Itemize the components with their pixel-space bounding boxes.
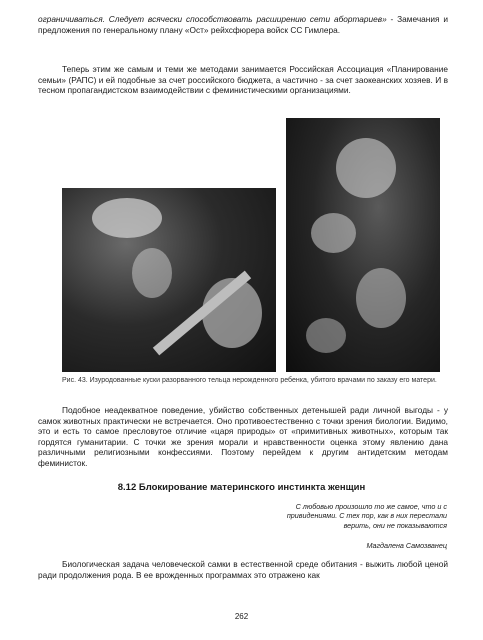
section-heading: 8.12 Блокирование материнского инстинкта женщин xyxy=(117,482,366,493)
paragraph-raps: Теперь этим же самым и теми же методами занимается Российская Ассоциация «Планирование семьи» (РАПС) и ей подобные за счет российского бюджета, а частично - за счет заокеанских хозяев. И в тесном пропагандистском взаимодействии с феминистическими организациями. xyxy=(38,64,448,96)
paragraph-quote-end xyxy=(38,14,448,35)
figure-photo-left xyxy=(62,188,276,372)
quote-source-text: - Замечания и предложения по генеральному плану «Ост» рейхсфюрера войск СС Гимлера. xyxy=(38,14,448,35)
page-number: 262 xyxy=(234,612,249,621)
paragraph-biological-task: Биологическая задача человеческой самки в естественной среде обитания - выжить любой ценой ради продолжения рода. В ее врожденных программах это отражено как xyxy=(38,559,448,580)
epigraph-author: Магдалена Самозванец xyxy=(366,541,447,550)
figure-caption: Рис. 43. Изуродованные куски разорванного тельца нерожденного ребенка, убитого врачами по заказу его матери. xyxy=(62,377,437,384)
quote-italic-text: ограничиваться. Следует всячески способствовать расширению сети абортариев» xyxy=(38,14,387,24)
epigraph-text: С любовью произошло то же самое, что и с привидениями. С тех пор, как в них перестали верить, они не показываются xyxy=(286,502,447,530)
figure-photo-right xyxy=(286,118,440,372)
paragraph-behavior: Подобное неадекватное поведение, убийство собственных детенышей ради личной выгоды - у самок животных практически не встречается. Оно противоестественно с точки зрения биологии. Видимо, это и есть то самое пресловутое отличие «царя природы» от «примитивных животных», которым так гордятся гуманитарии. С точки же зрения морали и нравственности оценка этому явлению дана различными религиозными конфессиями. Поэтому перейдем к другим антидетским методам феминисток. xyxy=(38,405,448,468)
